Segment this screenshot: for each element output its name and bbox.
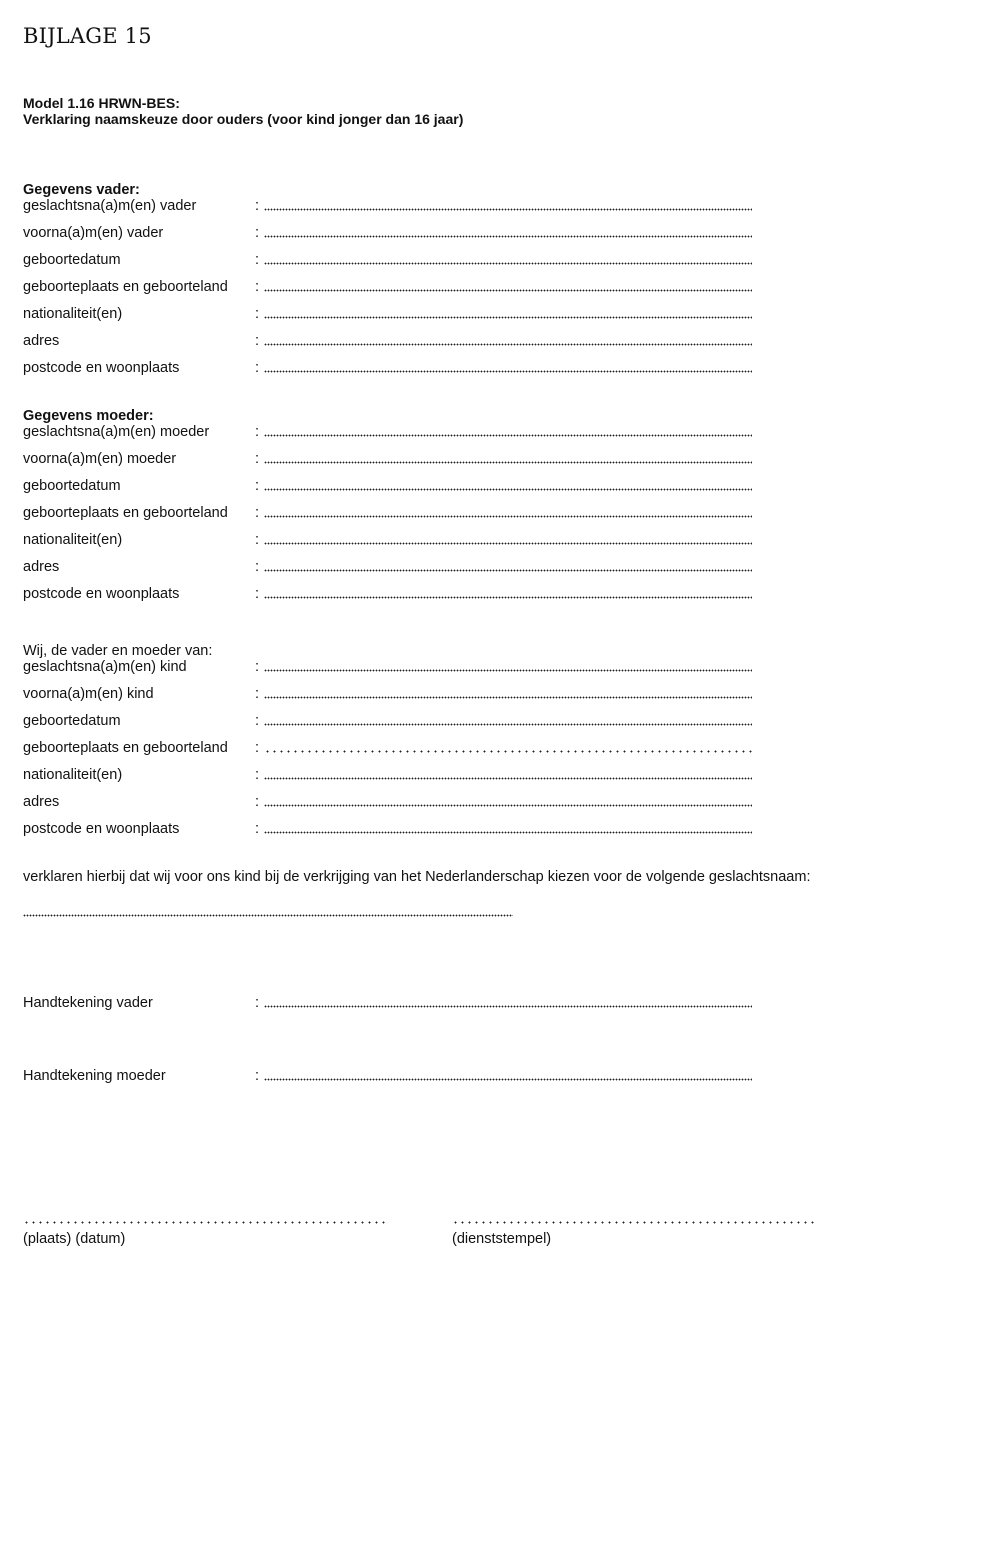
field-colon: : [255,198,260,214]
field-colon: : [255,279,260,295]
form-subtitle: Verklaring naamskeuze door ouders (voor kind jonger dan 16 jaar) [23,111,464,127]
field-row [23,532,763,559]
field-colon: : [255,306,260,322]
field-row [23,821,763,848]
signature-vader-row [23,995,763,1013]
field-colon: : [255,333,260,349]
form-heading [23,95,463,127]
field-colon: : [255,559,260,575]
field-label: nationaliteit(en) [23,532,123,548]
field-colon: : [255,659,260,675]
field-colon: : [255,713,260,729]
field-label: geboortedatum [23,478,121,494]
field-label: voorna(a)m(en) kind [23,686,154,702]
stamp-label: (dienststempel) [452,1231,552,1247]
field-label: nationaliteit(en) [23,306,123,322]
field-fill-line[interactable] [264,542,752,545]
field-fill-line[interactable] [264,434,752,437]
signature-moeder-row [23,1068,763,1086]
field-colon: : [255,740,260,756]
field-row [23,686,763,713]
section-heading-vader: Gegevens vader: [23,182,140,198]
field-fill-line[interactable] [264,316,752,319]
field-colon: : [255,478,260,494]
signature-label: Handtekening moeder [23,1068,166,1084]
signature-fill-line[interactable] [264,1078,752,1081]
page-title: BIJLAGE 15 [23,24,152,48]
field-label: geboortedatum [23,252,121,268]
field-colon: : [255,424,260,440]
field-fill-line[interactable] [264,488,752,491]
field-row [23,252,763,279]
field-label: postcode en woonplaats [23,360,180,376]
field-label: geslachtsna(a)m(en) kind [23,659,187,675]
field-fill-line[interactable] [264,461,752,464]
field-fill-line[interactable] [264,831,752,834]
field-colon: : [255,767,260,783]
field-label: geboorteplaats en geboorteland [23,740,228,756]
field-fill-line[interactable] [264,669,752,672]
field-fill-line[interactable] [264,569,752,572]
field-label: geslachtsna(a)m(en) moeder [23,424,210,440]
field-fill-line[interactable] [264,777,752,780]
field-colon: : [255,794,260,810]
field-colon: : [255,451,260,467]
field-colon: : [255,995,260,1011]
field-row [23,360,763,387]
field-colon: : [255,360,260,376]
place-date-fill-line[interactable] [23,1221,385,1224]
field-fill-line[interactable] [264,804,752,807]
field-row [23,225,763,252]
model-number: Model 1.16 HRWN-BES: [23,95,180,111]
field-row [23,586,763,613]
field-fill-line[interactable] [264,515,752,518]
field-row [23,713,763,740]
field-label: geboorteplaats en geboorteland [23,279,228,295]
field-fill-line[interactable] [264,208,752,211]
field-fill-line[interactable] [264,696,752,699]
field-fill-line[interactable] [264,262,752,265]
field-row [23,659,763,686]
field-row [23,279,763,306]
field-colon: : [255,686,260,702]
field-row [23,198,763,225]
field-row [23,424,763,451]
field-label: geboortedatum [23,713,121,729]
field-row [23,306,763,333]
field-row [23,333,763,360]
section-vader [23,182,763,387]
signature-label: Handtekening vader [23,995,153,1011]
field-fill-line[interactable] [264,289,752,292]
field-row [23,451,763,478]
field-fill-line[interactable] [264,723,752,726]
field-fill-line[interactable] [264,370,752,373]
chosen-surname-fill-line[interactable] [23,914,513,917]
section-moeder [23,408,763,613]
field-fill-line[interactable] [264,343,752,346]
field-label: adres [23,559,60,575]
place-date-label: (plaats) (datum) [23,1231,126,1247]
field-row [23,559,763,586]
field-colon: : [255,1068,260,1084]
signature-fill-line[interactable] [264,1005,752,1008]
field-label: adres [23,333,60,349]
field-label: geboorteplaats en geboorteland [23,505,228,521]
field-colon: : [255,225,260,241]
field-label: nationaliteit(en) [23,767,123,783]
field-row [23,505,763,532]
field-label: voorna(a)m(en) moeder [23,451,177,467]
stamp-fill-line[interactable] [452,1221,814,1224]
section-heading-kind: Wij, de vader en moeder van: [23,643,213,659]
field-colon: : [255,821,260,837]
field-label: postcode en woonplaats [23,586,180,602]
field-label: postcode en woonplaats [23,821,180,837]
section-kind [23,643,763,848]
section-heading-moeder: Gegevens moeder: [23,408,154,424]
field-colon: : [255,532,260,548]
field-label: voorna(a)m(en) vader [23,225,164,241]
field-label: geslachtsna(a)m(en) vader [23,198,197,214]
field-colon: : [255,252,260,268]
field-fill-line[interactable] [264,750,752,753]
field-label: adres [23,794,60,810]
field-row [23,767,763,794]
field-row [23,478,763,505]
field-fill-line[interactable] [264,235,752,238]
declaration-statement: verklaren hierbij dat wij voor ons kind bij de verkrijging van het Nederlanderschap kiezen voor de volgende geslachtsnaam: [23,869,811,885]
field-colon: : [255,586,260,602]
field-row [23,794,763,821]
field-row [23,740,763,767]
field-colon: : [255,505,260,521]
field-fill-line[interactable] [264,596,752,599]
